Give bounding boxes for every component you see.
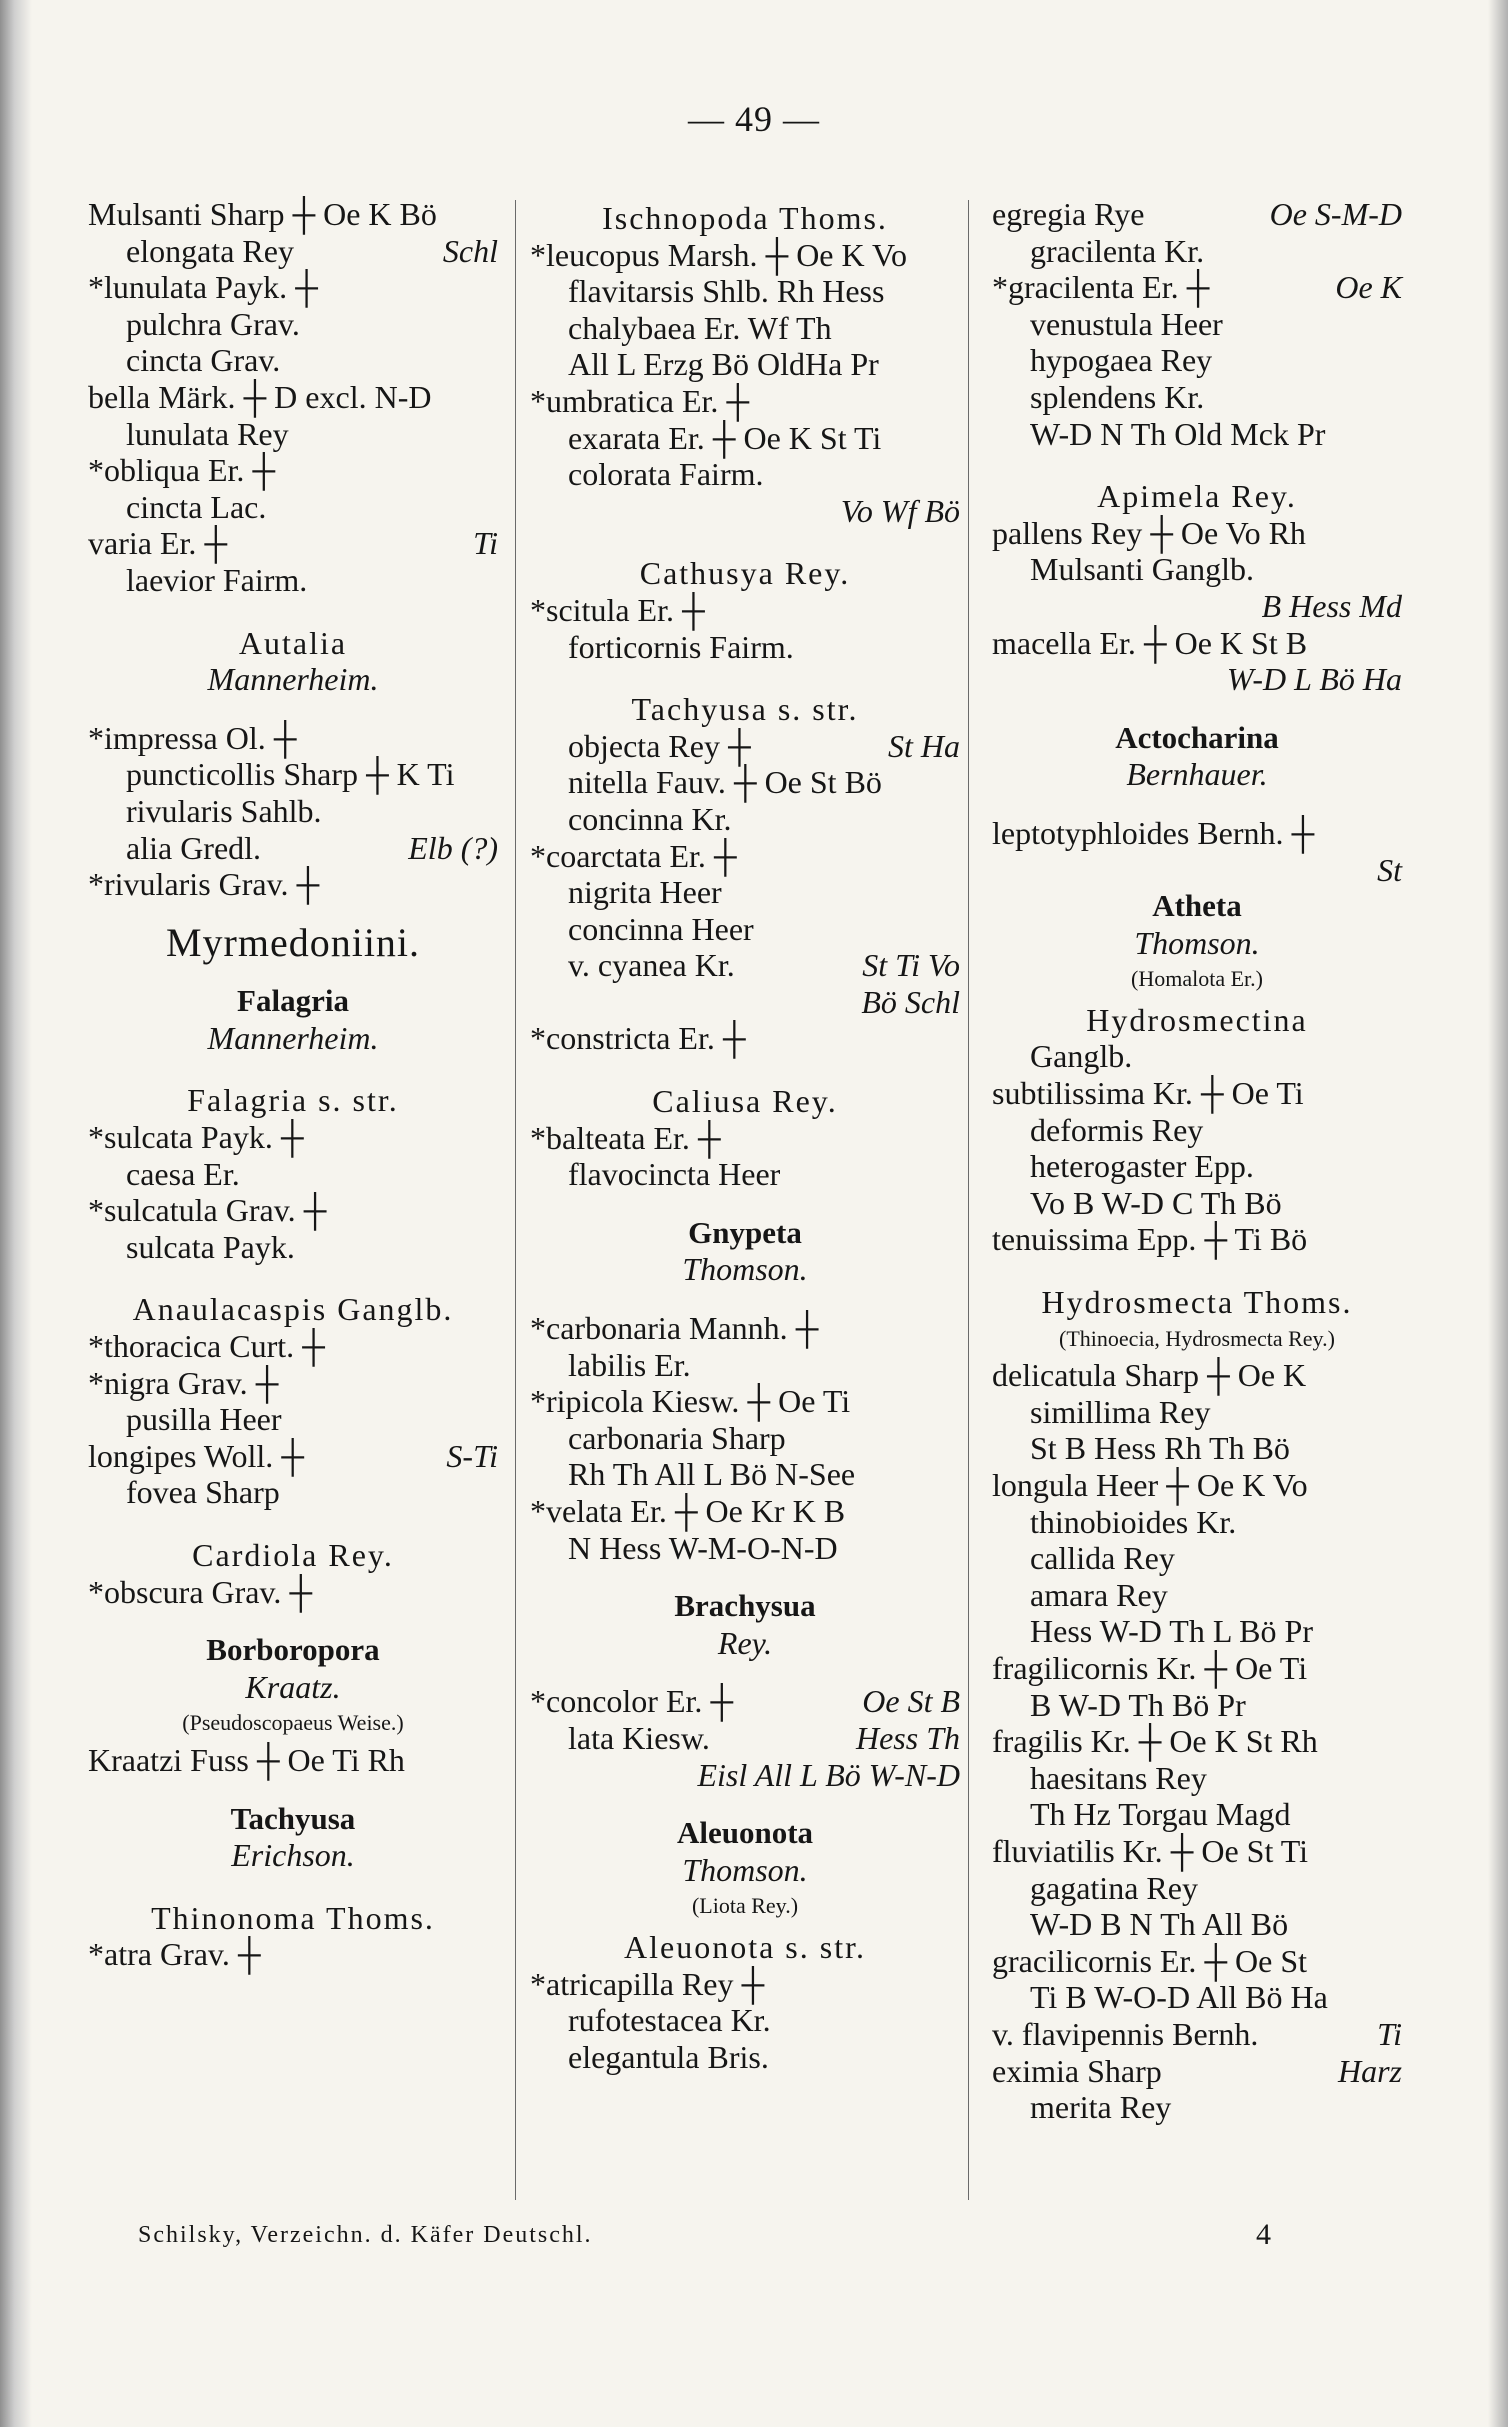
- entry-text: Kraatzi Fuss ┼ Oe Ti Rh: [88, 1741, 405, 1778]
- section-heading: Hydrosmecta Thoms.: [1041, 1284, 1353, 1321]
- entry-text: hypogaea Rey: [1030, 342, 1213, 379]
- entry-distribution: Schl: [442, 232, 498, 269]
- entry-text: haesitans Rey: [1030, 1759, 1207, 1796]
- tribe-heading: Myrmedoniini.: [165, 919, 421, 965]
- entry-line: [992, 625, 1402, 662]
- page-footer: Schilsky, Verzeichn. d. Käfer Deutschl.: [138, 2222, 593, 2248]
- entry-line: [88, 525, 498, 562]
- entry-text: egregia Rye: [992, 196, 1145, 232]
- entry-line: [992, 1112, 1402, 1149]
- entry-line: [88, 269, 498, 306]
- entry-line: [530, 1683, 960, 1720]
- entry-line: [530, 2039, 960, 2076]
- entry-line: [530, 874, 960, 911]
- author-name: Erichson.: [231, 1837, 355, 1874]
- entry-text: v. flavipennis Bernh.: [992, 2015, 1259, 2052]
- entry-text: colorata Fairm.: [568, 456, 764, 493]
- entry-text: Mulsanti Ganglb.: [1030, 551, 1254, 588]
- scan-edge-right: [1488, 0, 1508, 2427]
- entry-text: simillima Rey: [1030, 1393, 1211, 1430]
- entry-line: [992, 2053, 1402, 2090]
- entry-line: [88, 793, 498, 830]
- entry-line: [530, 801, 960, 838]
- entry-text: amara Rey: [1030, 1576, 1168, 1613]
- entry-text: chalybaea Er. Wf Th: [568, 309, 832, 346]
- entry-text: *impressa Ol. ┼: [88, 719, 297, 756]
- entry-distribution: Oe S-M-D: [1269, 196, 1402, 232]
- entry-line: [530, 383, 960, 420]
- spacer: [88, 698, 498, 720]
- entry-line: [530, 273, 960, 310]
- entry-line: [992, 815, 1402, 852]
- entry-line: [992, 1796, 1402, 1833]
- entry-line: [992, 1687, 1402, 1724]
- column-rule-right: [968, 200, 969, 2200]
- entry-distribution: Hess Th: [855, 1719, 960, 1756]
- entry-line: [530, 592, 960, 629]
- spacer: [530, 1566, 960, 1588]
- entry-line: [88, 1156, 498, 1193]
- genus-heading: Atheta: [1152, 888, 1242, 924]
- entry-text: lunulata Rey: [126, 415, 289, 452]
- entry-line: [530, 1120, 960, 1157]
- entry-text: tenuissima Epp. ┼ Ti Bö: [992, 1221, 1308, 1258]
- section-heading: Falagria s. str.: [187, 1082, 399, 1119]
- entry-line: [992, 1430, 1402, 1467]
- entry-line: [88, 756, 498, 793]
- entry-text: sulcata Payk.: [126, 1228, 295, 1265]
- entry-line: [530, 1456, 960, 1493]
- entry-line: [992, 416, 1402, 453]
- entry-line: [992, 1760, 1402, 1797]
- entry-line: [992, 1185, 1402, 1222]
- sheet-signature: 4: [1256, 2218, 1271, 2251]
- genus-heading: Aleuonota: [676, 1815, 814, 1851]
- entry-line: [530, 764, 960, 801]
- entry-text: venustula Heer: [1030, 305, 1223, 342]
- entry-line: [992, 515, 1402, 552]
- entry-line: [88, 830, 498, 867]
- entry-text: pusilla Heer: [126, 1401, 282, 1438]
- entry-text: merita Rey: [1030, 2089, 1172, 2126]
- entry-text: exarata Er. ┼ Oe K St Ti: [568, 419, 882, 456]
- genus-heading: Brachysua: [674, 1588, 816, 1624]
- entry-line: [530, 1966, 960, 2003]
- section-heading: Ischnopoda Thoms.: [602, 200, 888, 236]
- entry-line: [530, 1020, 960, 1057]
- entry-text: objecta Rey ┼: [568, 727, 751, 764]
- entry-text: *obscura Grav. ┼: [88, 1573, 313, 1610]
- entry-line: [992, 196, 1402, 233]
- entry-line: [88, 1574, 498, 1611]
- entry-line: [992, 1540, 1402, 1577]
- entry-line: [530, 1420, 960, 1457]
- genus-heading: Gnypeta: [688, 1214, 802, 1250]
- entry-distribution: B Hess Md: [1261, 587, 1402, 624]
- entry-line: [88, 306, 498, 343]
- entry-line: [992, 1723, 1402, 1760]
- entry-text: B W-D Th Bö Pr: [1030, 1686, 1246, 1723]
- entry-line: [992, 1148, 1402, 1185]
- entry-line: [992, 661, 1402, 698]
- entry-text: *lunulata Payk. ┼: [88, 269, 318, 306]
- spacer: [88, 1610, 498, 1632]
- entry-text: *atricapilla Rey ┼: [530, 1965, 765, 2002]
- entry-line: [530, 1310, 960, 1347]
- spacer: [530, 1288, 960, 1310]
- entry-line: [530, 493, 960, 530]
- entry-distribution: St Ti Vo: [862, 947, 960, 984]
- entry-line: [88, 1119, 498, 1156]
- entry-line: [88, 196, 498, 233]
- entry-line: [530, 456, 960, 493]
- entry-text: fragilis Kr. ┼ Oe K St Rh: [992, 1723, 1318, 1760]
- entry-text: flavocincta Heer: [568, 1156, 781, 1193]
- entry-line: [992, 1394, 1402, 1431]
- entry-text: *thoracica Curt. ┼: [88, 1328, 325, 1365]
- spacer: [992, 1258, 1402, 1280]
- entry-text: macella Er. ┼ Oe K St B: [992, 624, 1308, 661]
- entry-text: Hess W-D Th L Bö Pr: [1030, 1613, 1313, 1650]
- entry-text: Ganglb.: [1030, 1038, 1133, 1075]
- genus-heading: Tachyusa: [230, 1800, 356, 1836]
- entry-line: [530, 1347, 960, 1384]
- genus-heading: Actocharina: [1115, 719, 1279, 755]
- synonym-note: (Liota Rey.): [691, 1893, 799, 1919]
- entry-text: *nigra Grav. ┼: [88, 1364, 279, 1401]
- entry-line: [88, 1474, 498, 1511]
- entry-line: [88, 720, 498, 757]
- entry-text: cincta Grav.: [126, 342, 281, 379]
- entry-text: *ripicola Kiesw. ┼ Oe Ti: [530, 1383, 851, 1420]
- author-name: Mannerheim.: [207, 1019, 379, 1056]
- entry-text: concinna Heer: [568, 910, 754, 947]
- entry-line: [88, 1192, 498, 1229]
- entry-text: gracilenta Kr.: [1030, 232, 1205, 269]
- entry-line: [88, 1401, 498, 1438]
- section-heading: Apimela Rey.: [1097, 478, 1297, 515]
- entry-line: [992, 1870, 1402, 1907]
- entry-text: nigrita Heer: [568, 874, 722, 911]
- spacer: [992, 793, 1402, 815]
- column-middle: [530, 196, 960, 2075]
- entry-line: [88, 1229, 498, 1266]
- spacer: [992, 452, 1402, 474]
- entry-line: [992, 1833, 1402, 1870]
- entry-text: puncticollis Sharp ┼ K Ti: [126, 756, 455, 793]
- section-heading: Cathusya Rey.: [639, 555, 851, 592]
- section-heading: Hydrosmectina: [1086, 1001, 1308, 1038]
- entry-text: longula Heer ┼ Oe K Vo: [992, 1467, 1308, 1503]
- entry-text: *velata Er. ┼ Oe Kr K B: [530, 1493, 846, 1529]
- entry-text: *concolor Er. ┼: [530, 1683, 734, 1720]
- entry-line: [530, 2002, 960, 2039]
- author-name: Thomson.: [682, 1851, 808, 1888]
- section-heading: Anaulacaspis Ganglb.: [132, 1291, 454, 1328]
- entry-distribution: Ti: [473, 525, 498, 562]
- entry-text: laevior Fairm.: [126, 561, 308, 598]
- entry-line: [530, 1383, 960, 1420]
- genus-heading: Falagria: [237, 983, 349, 1019]
- spacer: [88, 1511, 498, 1533]
- entry-line: [992, 342, 1402, 379]
- spacer: [992, 698, 1402, 720]
- entry-text: *scitula Er. ┼: [530, 591, 705, 628]
- entry-text: *gracilenta Er. ┼: [992, 269, 1210, 306]
- section-heading: Aleuonota s. str.: [624, 1928, 866, 1965]
- column-rule-left: [515, 200, 516, 2200]
- entry-text: deformis Rey: [1030, 1111, 1204, 1148]
- entry-line: [88, 342, 498, 379]
- entry-line: [992, 1504, 1402, 1541]
- entry-line: [88, 866, 498, 903]
- page-number: — 49 —: [688, 99, 820, 139]
- entry-line: [88, 1742, 498, 1779]
- entry-text: delicatula Sharp ┼ Oe K: [992, 1357, 1307, 1394]
- entry-text: rivularis Sahlb.: [126, 792, 322, 829]
- entry-line: [530, 728, 960, 765]
- spacer: [530, 1193, 960, 1215]
- entry-text: concinna Kr.: [568, 800, 732, 837]
- entry-text: W-D N Th Old Mck Pr: [1030, 415, 1326, 452]
- entry-text: labilis Er.: [568, 1346, 691, 1383]
- entry-text: splendens Kr.: [1030, 378, 1205, 415]
- entry-line: [992, 306, 1402, 343]
- entry-line: [992, 1906, 1402, 1943]
- scan-edge-left: [0, 0, 32, 2427]
- entry-text: cincta Lac.: [126, 488, 267, 525]
- entry-line: [992, 852, 1402, 889]
- spacer: [88, 1265, 498, 1287]
- author-name: Thomson.: [1134, 924, 1260, 961]
- entry-distribution: Eisl All L Bö W-N-D: [697, 1756, 960, 1793]
- entry-text: elongata Rey: [126, 232, 294, 269]
- entry-text: Ti B W-O-D All Bö Ha: [1030, 1979, 1328, 2016]
- entry-line: [992, 551, 1402, 588]
- entry-text: *coarctata Er. ┼: [530, 837, 737, 874]
- entry-distribution: Oe K: [1335, 269, 1402, 306]
- entry-text: carbonaria Sharp: [568, 1419, 786, 1456]
- entry-line: [992, 1650, 1402, 1687]
- spacer: [530, 665, 960, 687]
- entry-line: [530, 346, 960, 383]
- entry-text: St B Hess Rh Th Bö: [1030, 1430, 1290, 1467]
- synonym-note: (Homalota Er.): [1131, 966, 1263, 992]
- entry-text: W-D B N Th All Bö: [1030, 1906, 1289, 1943]
- entry-line: [530, 947, 960, 984]
- entry-text: bella Märk. ┼ D excl. N-D: [88, 378, 432, 415]
- entry-text: *umbratica Er. ┼: [530, 382, 750, 419]
- entry-text: longipes Woll. ┼: [88, 1437, 304, 1474]
- section-heading: Caliusa Rey.: [652, 1083, 838, 1120]
- spacer: [88, 1779, 498, 1801]
- entry-text: N Hess W-M-O-N-D: [568, 1529, 838, 1566]
- entry-line: [530, 1530, 960, 1567]
- entry-text: thinobioides Kr.: [1030, 1503, 1237, 1540]
- entry-distribution: W-D L Bö Ha: [1226, 661, 1402, 698]
- spacer: [88, 1056, 498, 1078]
- entry-line: [530, 838, 960, 875]
- section-heading: Autalia: [238, 624, 348, 661]
- entry-text: v. cyanea Kr.: [568, 947, 735, 984]
- entry-text: heterogaster Epp.: [1030, 1148, 1254, 1185]
- entry-text: Th Hz Torgau Magd: [1030, 1796, 1291, 1833]
- entry-line: [88, 1438, 498, 1475]
- author-name: Thomson.: [682, 1251, 808, 1288]
- entry-line: [992, 1979, 1402, 2016]
- entry-text: *leucopus Marsh. ┼ Oe K Vo: [530, 236, 908, 273]
- entry-line: [992, 2016, 1402, 2053]
- entry-text: nitella Fauv. ┼ Oe St Bö: [568, 764, 882, 801]
- entry-line: [530, 1720, 960, 1757]
- entry-line: [992, 379, 1402, 416]
- entry-text: fovea Sharp: [126, 1474, 280, 1511]
- entry-line: [530, 1156, 960, 1193]
- entry-distribution: Ti: [1377, 2015, 1402, 2052]
- entry-distribution: Elb (?): [408, 829, 498, 866]
- entry-line: [992, 1943, 1402, 1980]
- entry-text: fragilicornis Kr. ┼ Oe Ti: [992, 1649, 1308, 1686]
- entry-line: [992, 1357, 1402, 1394]
- entry-text: pulchra Grav.: [126, 305, 300, 342]
- entry-line: [530, 1757, 960, 1794]
- spacer: [530, 1057, 960, 1079]
- author-name: Bernhauer.: [1126, 756, 1268, 793]
- entry-line: [530, 237, 960, 274]
- column-left: [88, 196, 498, 1973]
- entry-line: [530, 629, 960, 666]
- entry-distribution: Bö Schl: [861, 983, 960, 1020]
- section-heading: Cardiola Rey.: [192, 1537, 394, 1573]
- entry-line: [88, 1328, 498, 1365]
- entry-line: [88, 1365, 498, 1402]
- entry-line: [88, 562, 498, 599]
- entry-text: elegantula Bris.: [568, 2038, 769, 2075]
- column-right: [992, 196, 1402, 2126]
- author-name: Mannerheim.: [207, 661, 379, 698]
- entry-text: Rh Th All L Bö N-See: [568, 1456, 856, 1493]
- entry-distribution: S-Ti: [446, 1437, 498, 1474]
- entry-distribution: Oe St B: [862, 1683, 960, 1720]
- entry-line: [530, 420, 960, 457]
- entry-line: [88, 416, 498, 453]
- entry-distribution: St Ha: [888, 727, 960, 764]
- entry-text: pallens Rey ┼ Oe Vo Rh: [992, 514, 1306, 551]
- spacer: [88, 599, 498, 621]
- entry-text: eximia Sharp: [992, 2052, 1162, 2089]
- entry-line: [992, 1038, 1402, 1075]
- entry-text: fluviatilis Kr. ┼ Oe St Ti: [992, 1832, 1309, 1869]
- entry-line: [992, 1577, 1402, 1614]
- section-heading: Thinonoma Thoms.: [151, 1899, 435, 1936]
- spacer: [530, 1661, 960, 1683]
- entry-line: [88, 489, 498, 526]
- entry-text: leptotyphloides Bernh. ┼: [992, 814, 1315, 851]
- entry-text: subtilissima Kr. ┼ Oe Ti: [992, 1075, 1304, 1112]
- entry-line: [530, 310, 960, 347]
- entry-text: *constricta Er. ┼: [530, 1020, 746, 1057]
- entry-line: [530, 1493, 960, 1530]
- genus-heading: Borboropora: [206, 1632, 380, 1668]
- entry-text: *rivularis Grav. ┼: [88, 866, 320, 903]
- entry-line: [992, 233, 1402, 270]
- entry-line: [88, 452, 498, 489]
- entry-line: [992, 1075, 1402, 1112]
- entry-text: Mulsanti Sharp ┼ Oe K Bö: [88, 196, 437, 232]
- entry-line: [530, 984, 960, 1021]
- entry-text: *sulcata Payk. ┼: [88, 1119, 304, 1156]
- entry-line: [992, 1467, 1402, 1504]
- entry-text: gracilicornis Er. ┼ Oe St: [992, 1942, 1308, 1979]
- entry-line: [88, 379, 498, 416]
- entry-line: [992, 1221, 1402, 1258]
- entry-text: lata Kiesw.: [568, 1719, 710, 1756]
- entry-text: gagatina Rey: [1030, 1869, 1198, 1906]
- spacer: [530, 529, 960, 551]
- author-name: Rey.: [717, 1624, 773, 1661]
- entry-text: *balteata Er. ┼: [530, 1119, 721, 1156]
- entry-text: All L Erzg Bö OldHa Pr: [568, 346, 879, 383]
- entry-line: [992, 2089, 1402, 2126]
- section-heading: Tachyusa s. str.: [631, 691, 859, 728]
- entry-line: [88, 233, 498, 270]
- spacer: [530, 1793, 960, 1815]
- entry-distribution: Harz: [1337, 2052, 1402, 2089]
- entry-line: [530, 911, 960, 948]
- entry-text: flavitarsis Shlb. Rh Hess: [568, 273, 885, 310]
- entry-line: [992, 588, 1402, 625]
- entry-line: [88, 1936, 498, 1973]
- entry-text: forticornis Fairm.: [568, 628, 794, 665]
- entry-line: [992, 1613, 1402, 1650]
- entry-line: [992, 269, 1402, 306]
- entry-text: caesa Er.: [126, 1155, 240, 1192]
- entry-text: *sulcatula Grav. ┼: [88, 1192, 327, 1229]
- synonym-note: (Pseudoscopaeus Weise.): [182, 1710, 404, 1736]
- entry-text: *obliqua Er. ┼: [88, 452, 276, 489]
- entry-text: *atra Grav. ┼: [88, 1936, 261, 1973]
- entry-text: rufotestacea Kr.: [568, 2002, 771, 2039]
- entry-text: Vo B W-D C Th Bö: [1030, 1184, 1282, 1221]
- entry-text: callida Rey: [1030, 1540, 1175, 1577]
- entry-text: alia Gredl.: [126, 829, 262, 866]
- entry-distribution: St: [1377, 851, 1402, 888]
- entry-text: *carbonaria Mannh. ┼: [530, 1310, 819, 1347]
- synonym-note: (Thinoecia, Hydrosmecta Rey.): [1059, 1325, 1335, 1351]
- entry-distribution: Vo Wf Bö: [840, 492, 960, 529]
- spacer: [88, 1874, 498, 1896]
- entry-text: varia Er. ┼: [88, 525, 228, 562]
- author-name: Kraatz.: [245, 1668, 341, 1705]
